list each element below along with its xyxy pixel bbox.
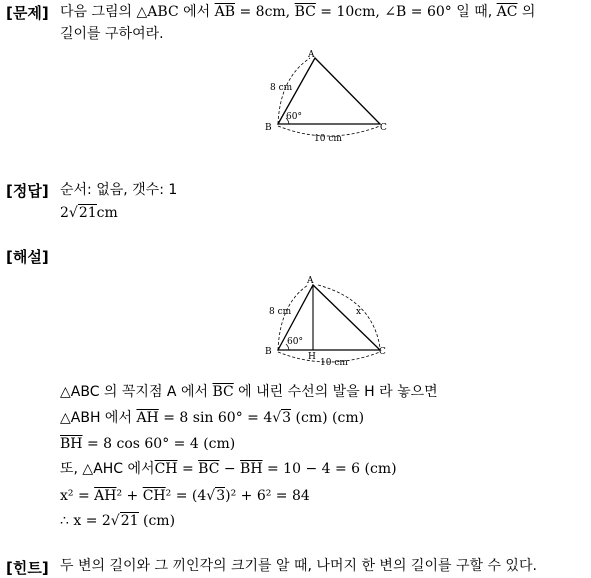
sol-side-ac-label: x [356, 307, 362, 317]
sol-vertex-a: A [307, 276, 314, 286]
problem-line-2: 길이를 구하여라. [60, 26, 164, 42]
problem-line-1: 다음 그림의 △ABC 에서 $\overline{AB} = 8cm$, $\overline{BC} = 10cm$, ∠B = 60° 일 때, $\overline{AC}$ 의 [60, 4, 536, 20]
hint-label: [힌트] [6, 559, 49, 577]
solution-line-2: △ABH 에서 $\overline{AH} = 8$ sin 60° = 4√3 (cm) (cm) [60, 410, 365, 426]
sol-vertex-b: B [265, 347, 272, 357]
side-ab-label: 8 cm [270, 83, 293, 93]
solution-label: [해설] [6, 248, 49, 266]
solution-line-4: 또, △AHC 에서$\overline{CH} = \overline{BC} - \overline{BH} = 10 - 4 = 6$ (cm) [60, 461, 397, 477]
solution-line-3: $\overline{BH} = 8$ cos 60° = 4 (cm) [60, 436, 236, 452]
answer-value: 2√21cm [60, 205, 118, 221]
vertex-b: B [265, 123, 272, 133]
solution-figure [258, 272, 398, 372]
solution-line-6: ∴ x = 2√21 (cm) [60, 513, 176, 529]
sol-side-bc-label: 10 cm [320, 358, 348, 368]
answer-order-count: 순서: 없음, 갯수: 1 [60, 182, 178, 198]
vertex-c: C [380, 123, 387, 133]
sol-foot-h: H [308, 352, 316, 362]
side-bc-label: 10 cm [314, 134, 342, 144]
angle-b-label: 60° [286, 112, 302, 122]
sol-angle-b-label: 60° [287, 337, 303, 347]
sol-side-ab-label: 8 cm [269, 307, 292, 317]
sol-vertex-c: C [379, 347, 386, 357]
hint-text: 두 변의 길이와 그 끼인각의 크기를 알 때, 나머지 한 변의 길이를 구할 수 있다. [60, 558, 537, 574]
problem-label: [문제] [6, 4, 49, 22]
triangle-figure [258, 46, 398, 146]
solution-line-1: △ABC 의 꼭지점 A 에서 $\overline{BC}$ 에 내린 수선의 발을 H 라 놓으면 [60, 384, 438, 400]
vertex-a: A [308, 50, 315, 60]
answer-label: [정답] [6, 182, 49, 200]
solution-line-5: $x^2 = \overline{AH}^2 + \overline{CH}^2 = (4√3)^2 + 6^2 = 84$ [60, 488, 310, 504]
